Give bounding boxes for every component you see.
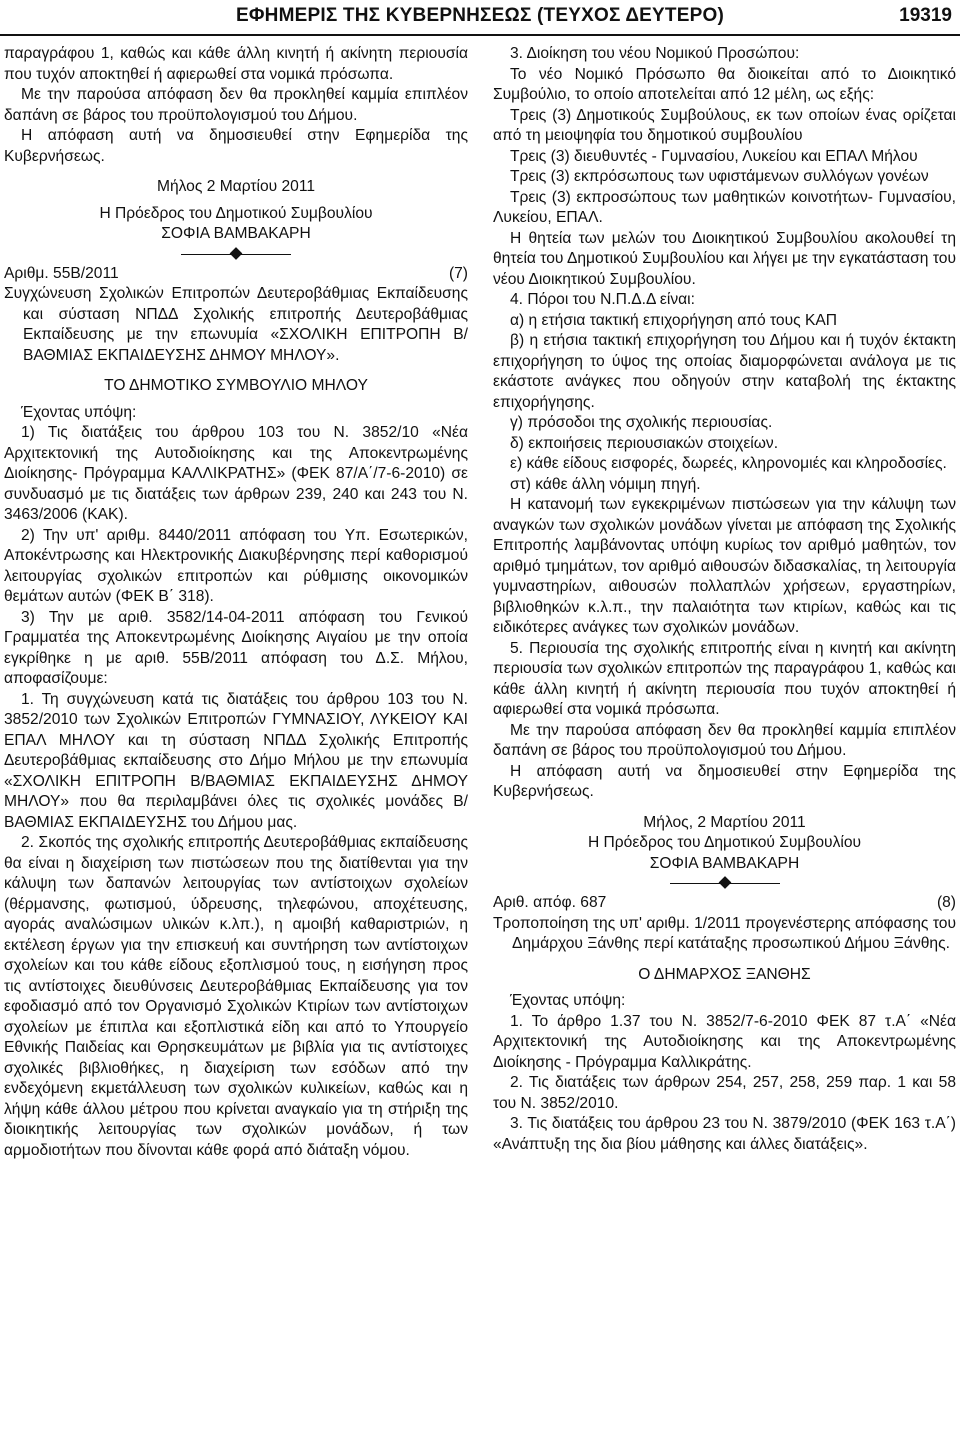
considering-heading: Έχοντας υπόψη: — [21, 403, 137, 421]
decision-number: Αριθ. απόφ. 687 — [493, 894, 607, 911]
paragraph: Η κατανομή των εγκεκριμένων πιστώσεων για την κάλυψη των αναγκών των σχολικών μονάδων γίνεται με απόφαση της Σχολικής Επιτροπής λαμβάνοντας υπόψη κυρίως τον αριθμό μαθητών, τον αριθμό τμημάτων, τον αριθμό αιθουσών διδασκαλίας, τη λειτουργία γυμναστηρίων, αιθουσών πολλαπλών χρήσεων, εργαστηρίων, βιβλιοθηκών κ.λ.π., την παλαιότητα των κτιρίων, καθώς και τις ειδικότερες ανάγκες των σχολικών μονάδων. — [493, 496, 956, 636]
paragraph: Τρεις (3) εκπρόσωπους των υφιστάμενων συλλόγων γονέων — [510, 168, 929, 185]
list-item: ε) κάθε είδους εισφορές, δωρεές, κληρονομιές και κληροδοσίες. — [510, 455, 947, 472]
signature-role: Η Πρόεδρος του Δημοτικού Συμβουλίου — [99, 204, 373, 222]
decision-sequence: (7) — [448, 264, 468, 282]
decision-article: 2. Σκοπός της σχολικής επιτροπής Δευτεροβάθμιας εκπαίδευσης θα είναι η διαχείριση των πιστώσεων που της διατίθενται για την κάλυψη των δαπανών λειτουργίας των αντίστοιχων σχολείων (θέρμανσης, φωτισμού, ύδρευσης, τηλεφώνου, αποχέτευσης, αγοράς αναλώσιμων υλικών κ.λπ.), η αμοιβή καθαριστριών, η εκτέλεση έργων για την επισκευή και συντήρηση των αντίστοιχων σχολείων και του κάθε είδους εξοπλισμού τους, η εισήγηση προς τις αντίστοιχες διευθύνσεις Δευτεροβάθμιας Εκπαίδευσης για τον εφοδιασμό από τον Οργανισμό Σχολικών Κτιρίων των αντίστοιχων σχολείων με έπιπλα και εξοπλιστικά είδη και από το Υπουργείο Εθνικής Παιδείας και Θρησκευμάτων με βιβλία για τις αντίστοιχες σχολικές βιβλιοθήκες, η διαχείριση των εσόδων από την ενδεχόμενη εκμετάλλευση των σχολικών κυλικείων, καθώς και η λήψη κάθε άλλου μέτρου που κρίνεται αναγκαίο για τη στήριξη της διοικητικής λειτουργίας των σχολικών μονάδων, ή των αρμοδιοτήτων που δίνονται κάθε φορά από διάταξη νόμου. — [4, 834, 468, 1159]
paragraph: παραγράφου 1, καθώς και κάθε άλλη κινητή ή ακίνητη περιουσία που τυχόν αποκτηθεί ή αφιερωθεί στα νομικά πρόσωπα. — [4, 45, 468, 83]
section-separator — [670, 876, 780, 890]
right-column — [493, 44, 956, 1155]
decision-article: 3. Διοίκηση του νέου Νομικού Προσώπου: — [510, 45, 800, 62]
gazette-title: ΕΦΗΜΕΡΙΣ ΤΗΣ ΚΥΒΕΡΝΗΣΕΩΣ (ΤΕΥΧΟΣ ΔΕΥΤΕΡΟ) — [236, 5, 724, 26]
consideration-item: 2. Τις διατάξεις των άρθρων 254, 257, 258, 259 παρ. 1 και 58 του Ν. 3852/2010. — [493, 1074, 956, 1112]
signature-role: Η Πρόεδρος του Δημοτικού Συμβουλίου — [587, 834, 862, 851]
signature-place-date: Μήλος 2 Μαρτίου 2011 — [156, 178, 316, 195]
paragraph: Η απόφαση αυτή να δημοσιευθεί στην Εφημερίδα της Κυβερνήσεως. — [493, 762, 956, 800]
issuing-authority: Ο ΔΗΜΑΡΧΟΣ ΞΑΝΘΗΣ — [638, 965, 811, 983]
decision-article: 4. Πόροι του Ν.Π.Δ.Δ είναι: — [510, 291, 695, 308]
paragraph: Με την παρούσα απόφαση δεν θα προκληθεί καμμία επιπλέον δαπάνη σε βάρος του προϋπολογισμού του Δήμου. — [493, 721, 956, 759]
signature-place-date: Μήλος, 2 Μαρτίου 2011 — [643, 813, 806, 831]
list-item: γ) πρόσοδοι της σχολικής περιουσίας. — [510, 414, 773, 431]
consideration-item: 1. Το άρθρο 1.37 του Ν. 3852/7-6-2010 ΦΕΚ 87 τ.Α΄ «Νέα Αρχιτεκτονική της Αυτοδιοίκησης και της Αποκεντρωμένης Διοίκησης - Πρόγραμμα Καλλικράτης. — [493, 1012, 956, 1071]
left-column — [4, 44, 468, 1161]
paragraph: Με την παρούσα απόφαση δεν θα προκληθεί καμμία επιπλέον δαπάνη σε βάρος του προϋπολογισμού του Δήμου. — [4, 86, 468, 124]
paragraph: Τρεις (3) Δημοτικούς Συμβούλους, εκ των οποίων ένας ορίζεται από τη μειοψηφία του δημοτικού συμβουλίου — [493, 106, 956, 144]
paragraph: Το νέο Νομικό Πρόσωπο θα διοικείται από το Διοικητικό Συμβούλιο, το οποίο αποτελείται από 12 μέλη, ως εξής: — [493, 65, 956, 103]
decision-title: Τροποποίηση της υπ' αριθμ. 1/2011 προγενέστερης απόφασης του Δημάρχου Ξάνθης περί κατάταξης προσωπικού Δήμου Ξάνθης. — [493, 914, 956, 952]
decision-article: 1. Τη συγχώνευση κατά τις διατάξεις του άρθρου 103 του Ν. 3852/2010 των Σχολικών Επιτροπών ΓΥΜΝΑΣΙΟΥ, ΛΥΚΕΙΟΥ ΚΑΙ ΕΠΑΛ ΜΗΛΟΥ και τη σύσταση ΝΠΔΔ Σχολικής Επιτροπής Δευτεροβάθμιας εκπαίδευσης στο Δήμο Μήλου με την επωνυμία «ΣΧΟΛΙΚΗ ΕΠΙΤΡΟΠΗ Β/ΒΑΘΜΙΑΣ ΕΚΠΑΙΔΕΥΣΗΣ ΔΗΜΟΥ ΜΗΛΟΥ» που θα περιλαμβάνει όλες τις σχολικές μονάδες Β/ΒΑΘΜΙΑΣ ΕΚΠΑΙΔΕΥΣΗΣ του Δήμου μας. — [4, 690, 468, 831]
signature-name: ΣΟΦΙΑ ΒΑΜΒΑΚΑΡΗ — [649, 854, 800, 872]
signature-name: ΣΟΦΙΑ ΒΑΜΒΑΚΑΡΗ — [161, 225, 311, 242]
paragraph: Η θητεία των μελών του Διοικητικού Συμβουλίου ακολουθεί τη θητεία του Δημοτικού Συμβουλίου και λήγει με την εγκατάσταση του νέου Διοικητικού Συμβουλίου. — [493, 229, 956, 288]
paragraph: Τρεις (3) διευθυντές - Γυμνασίου, Λυκείου και ΕΠΑΛ Μήλου — [510, 147, 918, 165]
decision-number: Αριθμ. 55Β/2011 — [4, 264, 119, 282]
considering-heading: Έχοντας υπόψη: — [510, 992, 626, 1009]
paragraph: Τρεις (3) εκπροσώπους των μαθητικών κοινοτήτων- Γυμνασίου, Λυκείου, ΕΠΑΛ. — [493, 188, 956, 226]
consideration-item: 3) Την με αριθ. 3582/14-04-2011 απόφαση του Γενικού Γραμματέα της Αποκεντρωμένης Διοίκησης Αιγαίου με την οποία εγκρίθηκε η με αριθ. 55Β/2011 απόφαση του Δ.Σ. Μήλου, αποφασίζουμε: — [4, 608, 468, 687]
section-separator — [181, 247, 291, 261]
issuing-authority: ΤΟ ΔΗΜΟΤΙΚΟ ΣΥΜΒΟΥΛΙΟ ΜΗΛΟΥ — [104, 377, 368, 394]
consideration-item: 1) Τις διατάξεις του άρθρου 103 του Ν. 3852/10 «Νέα Αρχιτεκτονική της Αυτοδιοίκησης και της Αποκεντρωμένης Διοίκησης- Πρόγραμμα ΚΑΛΛΙΚΡΑΤΗΣ» (ΦΕΚ 87/Α΄/7-6-2010) σε συνδυασμό με τις διατάξεις των άρθρων 239, 240 και 243 του Ν. 3463/2006 (ΚΑΚ). — [4, 424, 468, 523]
page-header — [0, 0, 960, 36]
list-item: στ) κάθε άλλη νόμιμη πηγή. — [510, 475, 701, 493]
page-number: 19319 — [899, 5, 952, 26]
paragraph: Η απόφαση αυτή να δημοσιευθεί στην Εφημερίδα της Κυβερνήσεως. — [4, 127, 468, 165]
list-item: α) η ετήσια τακτική επιχορήγηση από τους ΚΑΠ — [510, 311, 838, 329]
decision-number-row — [493, 893, 956, 914]
decision-title: Συγχώνευση Σχολικών Επιτροπών Δευτεροβάθμιας Εκπαίδευσης και σύσταση ΝΠΔΔ Σχολικής επιτροπής Δευτεροβάθμιας Εκπαίδευσης με την επωνυμία «ΣΧΟΛΙΚΗ ΕΠΙΤΡΟΠΗ Β/ΒΑΘΜΙΑΣ ΕΚΠΑΙΔΕΥΣΗΣ ΔΗΜΟΥ ΜΗΛΟΥ». — [4, 285, 468, 364]
decision-sequence: (8) — [936, 894, 956, 911]
list-item: β) η ετήσια τακτική επιχορήγηση του Δήμου και ή τυχόν έκτακτη επιχορήγηση το ύψος της οποίας διαμορφώνεται ανάλογα με τις εκάστοτε ανάγκες που οδηγούν στην καταβολή της έκτακτης επιχορήγησης. — [493, 332, 956, 411]
list-item: δ) εκποιήσεις περιουσιακών στοιχείων. — [510, 434, 779, 452]
consideration-item: 2) Την υπ' αριθμ. 8440/2011 απόφαση του Υπ. Εσωτερικών, Αποκέντρωσης και Ηλεκτρονικής Διακυβέρνησης περί καθορισμού λειτουργίας σχολικών επιτροπών και ρύθμισης οικονομικών θεμάτων αυτών (ΦΕΚ Β΄ 318). — [4, 526, 468, 605]
decision-number-row — [4, 264, 468, 285]
decision-article: 5. Περιουσία της σχολικής επιτροπής είναι η κινητή και ακίνητη περιουσία των σχολικών επιτροπών της παραγράφου 1, καθώς και κάθε άλλη κινητή ή ακίνητη περιουσία που τυχόν αποκτηθεί ή αφιερωθεί στα νομικά πρόσωπα. — [493, 639, 956, 718]
consideration-item: 3. Τις διατάξεις του άρθρου 23 του Ν. 3879/2010 (ΦΕΚ 163 τ.Α΄) «Ανάπτυξη της δια βίου μάθησης και άλλες διατάξεις». — [493, 1115, 956, 1153]
